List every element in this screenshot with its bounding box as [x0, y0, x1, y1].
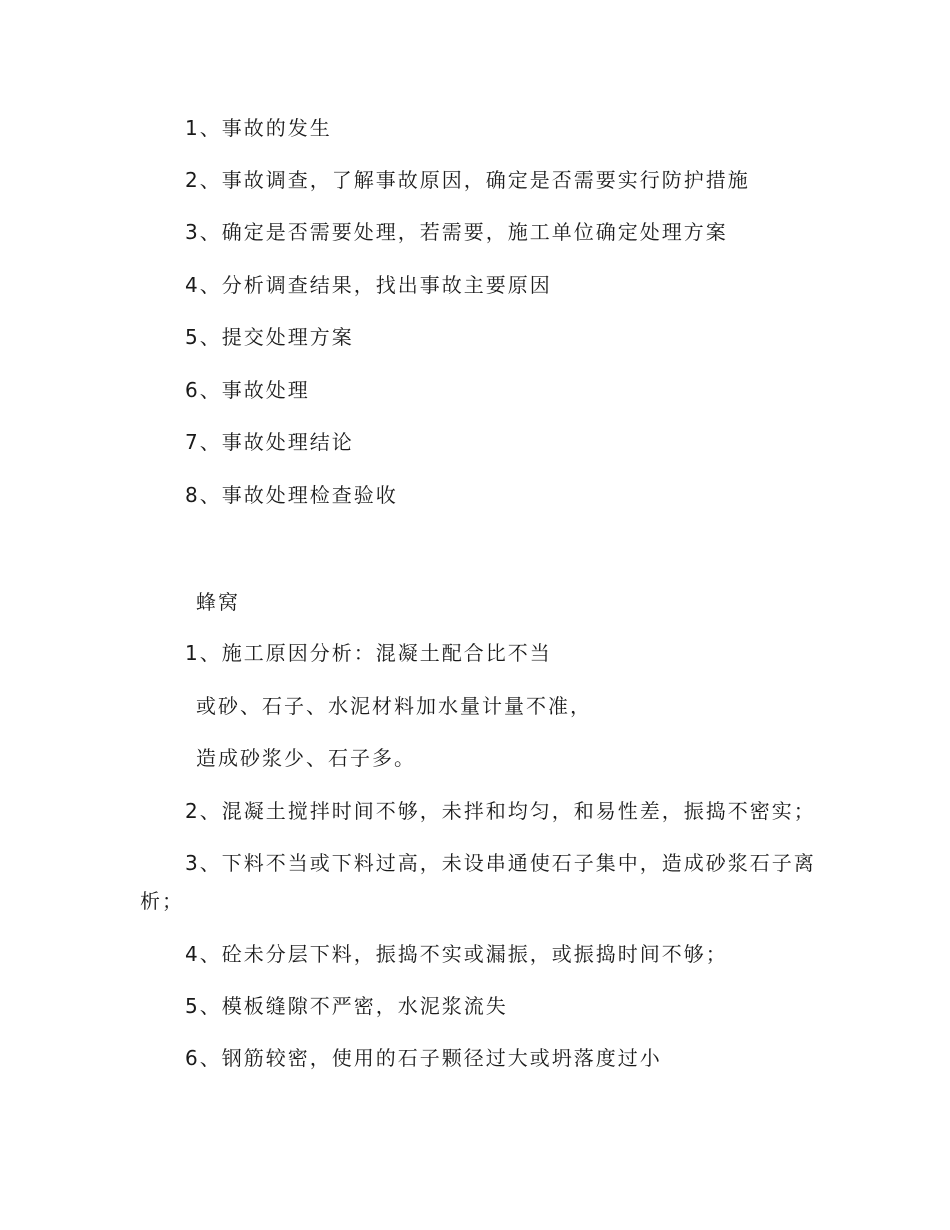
step-5: 5、提交处理方案	[185, 325, 354, 349]
cause-3-line-2: 析；	[140, 889, 184, 913]
cause-1-line-1: 1、施工原因分析：混凝土配合比不当	[185, 641, 552, 665]
step-3: 3、确定是否需要处理，若需要，施工单位确定处理方案	[185, 220, 728, 244]
step-6: 6、事故处理	[185, 378, 310, 402]
step-1: 1、事故的发生	[185, 116, 332, 140]
cause-3-line-1: 3、下料不当或下料过高，未设串通使石子集中，造成砂浆石子离	[185, 851, 816, 875]
cause-1-line-3: 造成砂浆少、石子多。	[196, 746, 416, 770]
cause-5: 5、模板缝隙不严密，水泥浆流失	[185, 994, 508, 1018]
cause-4: 4、砼未分层下料，振捣不实或漏振，或振捣时间不够；	[185, 942, 728, 966]
step-2: 2、事故调查，了解事故原因，确定是否需要实行防护措施	[185, 168, 750, 192]
step-8: 8、事故处理检查验收	[185, 483, 398, 507]
cause-2: 2、混凝土搅拌时间不够，未拌和均匀，和易性差，振捣不密实；	[185, 799, 816, 823]
cause-6: 6、钢筋较密，使用的石子颗径过大或坍落度过小	[185, 1046, 662, 1070]
section-heading: 蜂窝	[196, 590, 240, 614]
step-4: 4、分析调查结果，找出事故主要原因	[185, 273, 552, 297]
cause-1-line-2: 或砂、石子、水泥材料加水量计量不准，	[196, 694, 592, 718]
step-7: 7、事故处理结论	[185, 430, 354, 454]
